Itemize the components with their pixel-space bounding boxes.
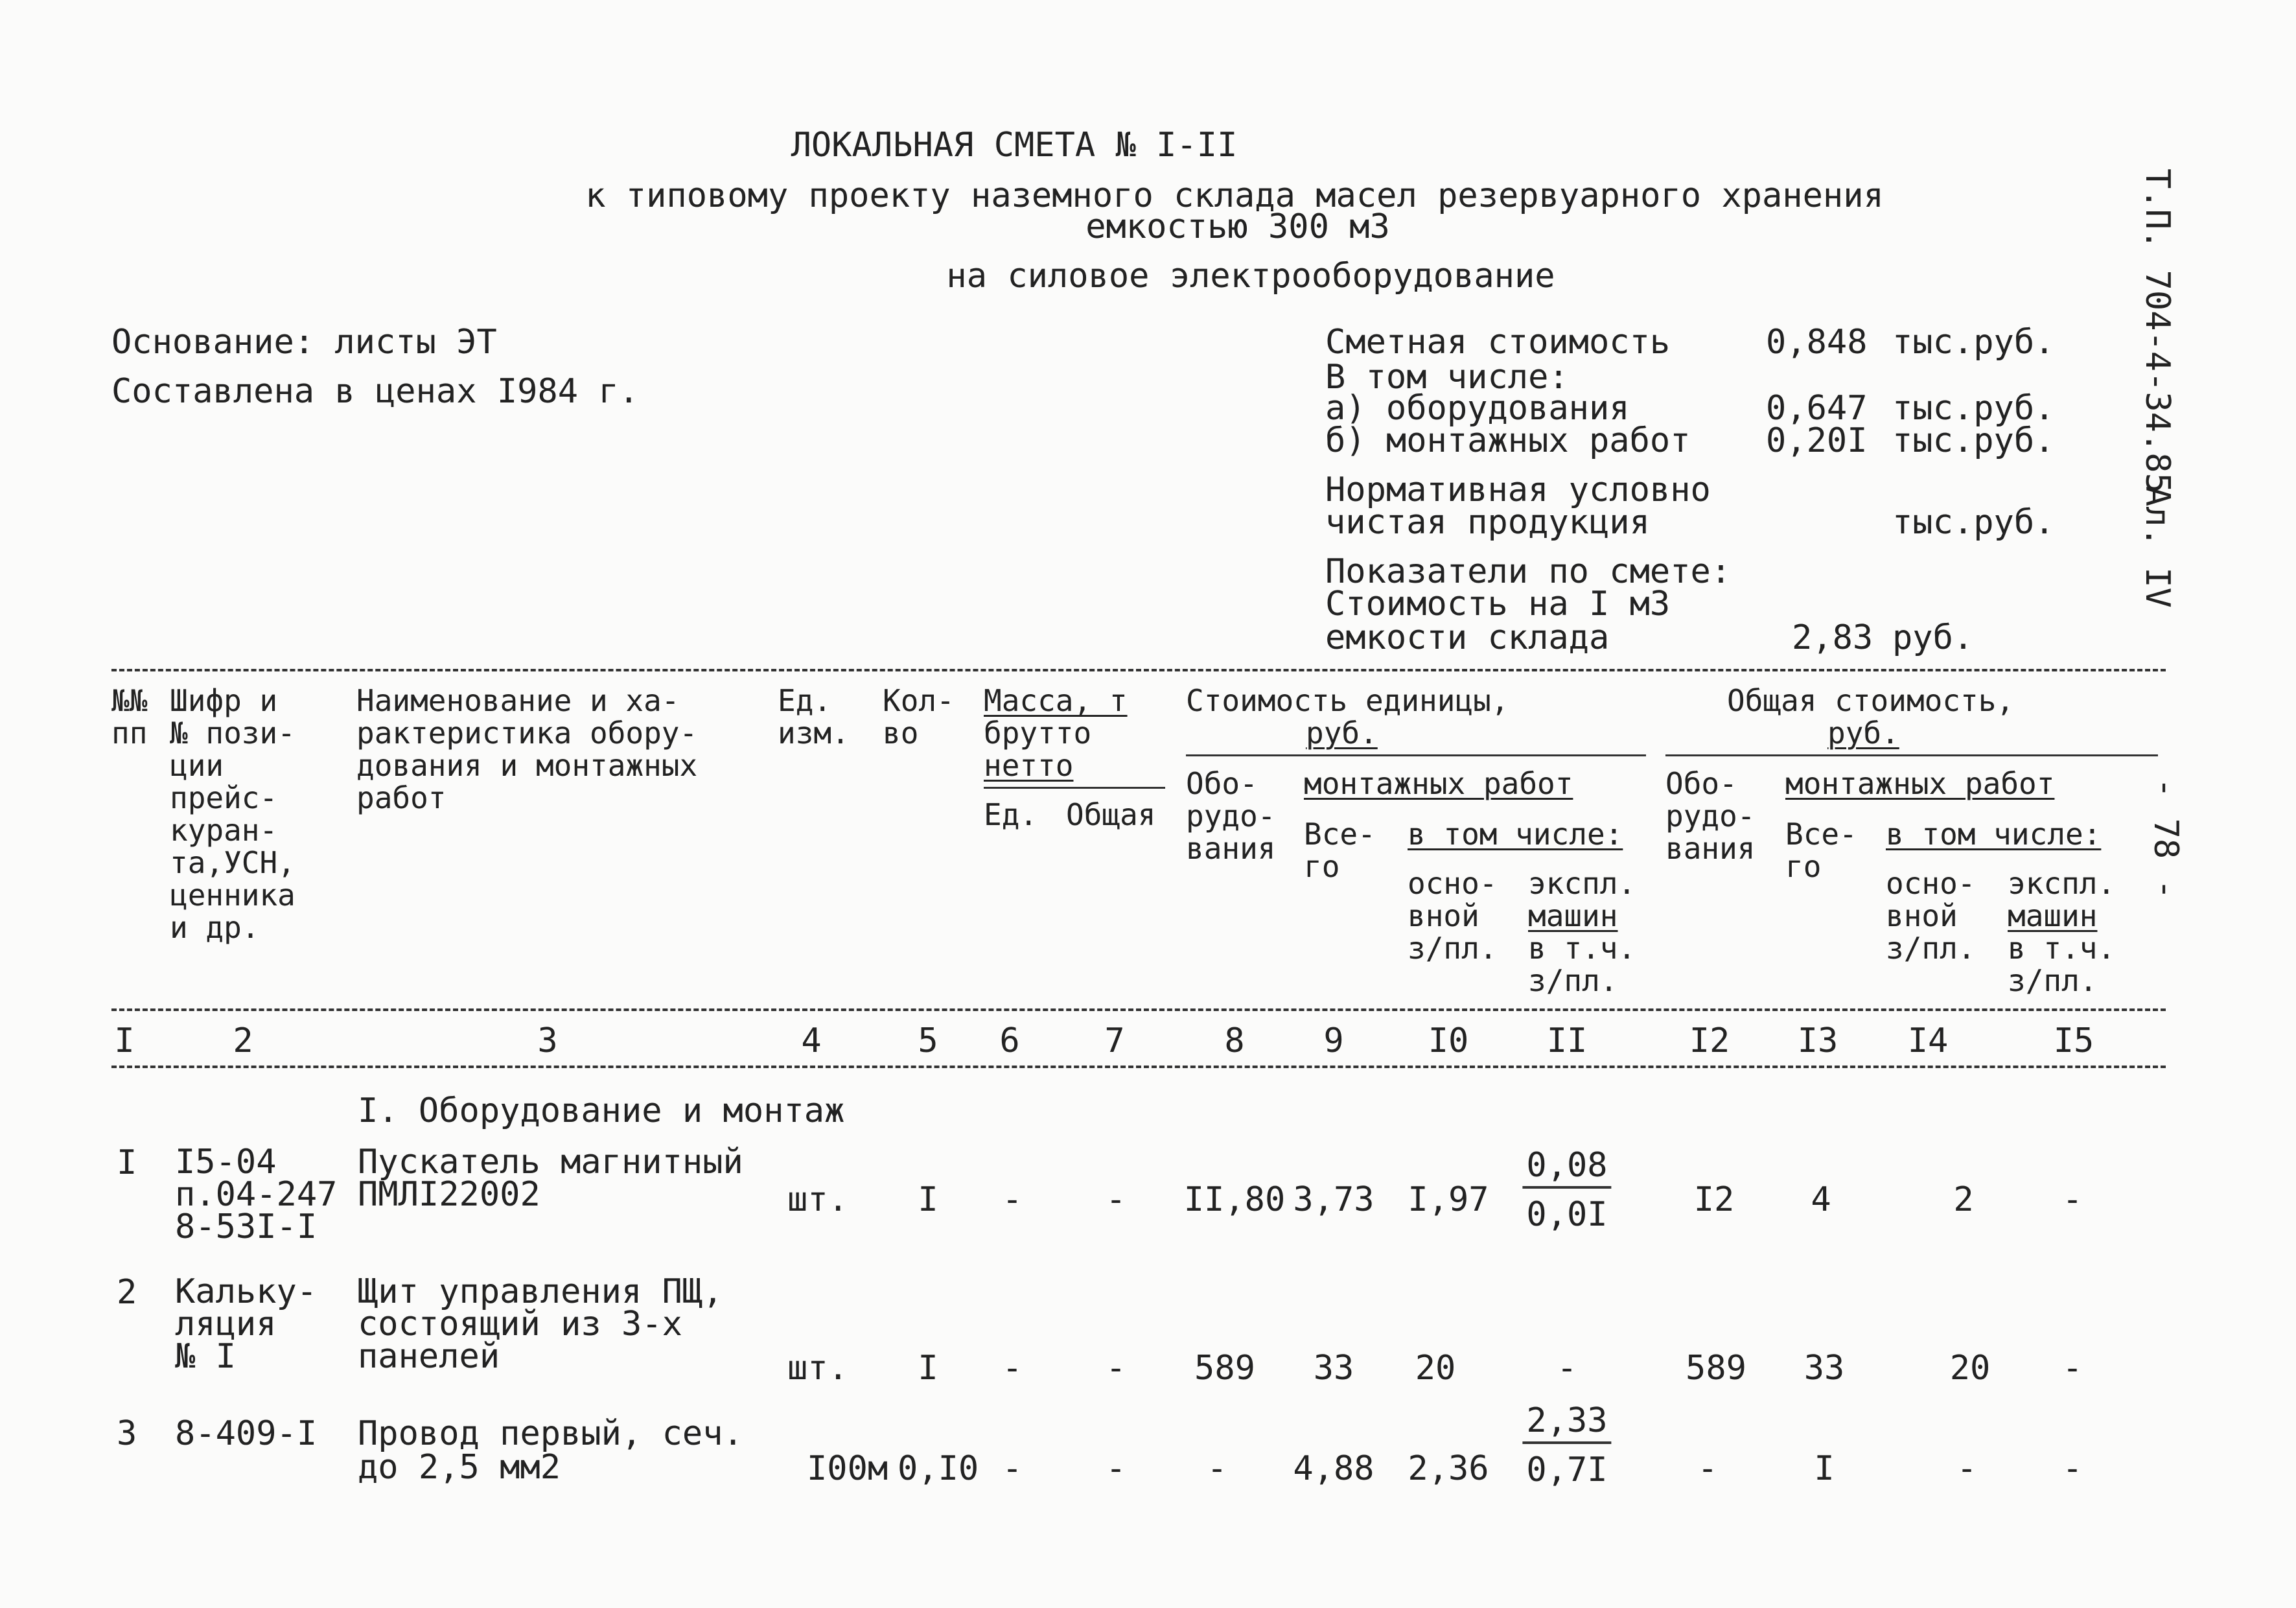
installation-label: б) монтажных работ: [1325, 421, 1691, 460]
row-3-equip-unit: -: [1207, 1449, 1227, 1488]
row-1-machine-total: -: [2062, 1180, 2083, 1219]
col-header-4: Ед. изм.: [778, 683, 850, 751]
row-3-install-total: I: [1814, 1449, 1835, 1488]
mass-total-header: Общая: [1066, 797, 1156, 832]
estimated-cost-unit: тыс.руб.: [1892, 323, 2055, 362]
row-2-unit: шт.: [787, 1349, 848, 1388]
unit-machine-header-3: в т.ч.: [1528, 931, 1636, 966]
row-2-mass-unit: -: [1002, 1349, 1023, 1388]
row-3-machine-unit: 2,33: [1522, 1404, 1611, 1444]
col-number: 7: [1104, 1021, 1125, 1060]
page-title: ЛОКАЛЬНАЯ СМЕТА № I-II: [791, 126, 1238, 165]
col-number: 9: [1323, 1021, 1344, 1060]
total-basic-wage-header: осно- вной з/пл.: [1886, 866, 1976, 966]
estimated-cost-value: 0,848: [1766, 323, 1868, 362]
mass-title: Масса, т: [984, 683, 1128, 718]
col-header-1: №№ пп: [111, 683, 148, 751]
total-machine-header-1: экспл.: [2008, 866, 2116, 901]
row-1-install-total: 4: [1811, 1180, 1831, 1219]
row-1-unit: шт.: [787, 1180, 848, 1219]
row-1-mass-total: -: [1106, 1180, 1126, 1219]
row-3-qty: 0,I0: [898, 1449, 979, 1488]
unit-machine-header-2: машин: [1528, 898, 1618, 933]
table-top-rule: [111, 669, 2166, 671]
row-2-wage-total: 20: [1949, 1349, 1991, 1388]
row-1-mass-unit: -: [1002, 1180, 1023, 1219]
row-2-qty: I: [918, 1349, 938, 1388]
row-1-wage-total: 2: [1953, 1180, 1974, 1219]
row-2-wage-unit: 20: [1415, 1349, 1456, 1388]
col-header-3: Наименование и ха- рактеристика обору- дования и монтажных работ: [356, 683, 698, 815]
row-1-machine-wage-unit: 0,0I: [1526, 1195, 1608, 1234]
subtitle-line-2: емкостью 300 м3: [1085, 207, 1390, 246]
estimated-cost-label: Сметная стоимость: [1325, 323, 1671, 362]
unit-machine-header-1: экспл.: [1528, 866, 1636, 901]
row-2-mass-total: -: [1106, 1349, 1126, 1388]
cost-per-unit: руб.: [1892, 618, 1974, 657]
row-1-number: I: [117, 1143, 137, 1182]
row-1-qty: I: [918, 1180, 938, 1219]
col-number: I: [114, 1021, 135, 1060]
unit-machine-header-4: з/пл.: [1528, 963, 1618, 998]
total-including-header: в том числе:: [1886, 817, 2102, 852]
total-cost-divider: [1665, 754, 2158, 756]
row-2-install-total: 33: [1803, 1349, 1845, 1388]
row-2-code: Кальку- ляция № I: [175, 1272, 318, 1376]
normative-unit: тыс.руб.: [1892, 503, 2055, 542]
including-label: В том числе:: [1325, 358, 1569, 397]
cost-per-value: 2,83: [1792, 618, 1873, 657]
unit-basic-wage-header: осно- вной з/пл.: [1408, 866, 1498, 966]
col-number: II: [1546, 1021, 1588, 1060]
prices-text: Составлена в ценах I984 г.: [111, 372, 639, 411]
total-install-header: монтажных работ: [1785, 766, 2055, 801]
row-3-name: Провод первый, сеч. до 2,5 мм2: [358, 1414, 743, 1487]
col-number: I2: [1689, 1021, 1730, 1060]
mass-netto: нетто: [984, 748, 1074, 783]
row-3-machine-fraction: [1522, 1401, 1611, 1489]
row-2-name: Щит управления ПЩ, состоящий из 3-х панелей: [358, 1272, 723, 1376]
row-2-equip-unit: 589: [1194, 1349, 1255, 1388]
subtitle-line-3: на силовое электрооборудование: [946, 257, 1555, 296]
unit-install-header: монтажных работ: [1304, 766, 1573, 801]
row-3-install-unit: 4,88: [1293, 1449, 1374, 1488]
row-3-code: 8-409-I: [175, 1414, 318, 1453]
header-bottom-rule: [111, 1008, 2166, 1011]
mass-brutto: брутто: [984, 716, 1092, 751]
row-3-wage-total: -: [1956, 1449, 1977, 1488]
column-numbers-rule: [111, 1066, 2166, 1068]
row-3-number: 3: [117, 1414, 137, 1453]
margin-page-number: - 78 -: [2146, 778, 2185, 900]
row-1-equip-unit: II,80: [1183, 1180, 1286, 1219]
equipment-label: а) оборудования: [1325, 389, 1630, 428]
margin-album: Ал. IV: [2138, 486, 2177, 608]
total-machine-header-2: машин: [2008, 898, 2098, 933]
basis-text: Основание: листы ЭТ: [111, 323, 497, 362]
unit-cost-rub: руб.: [1306, 716, 1378, 751]
row-3-mass-total: -: [1106, 1449, 1126, 1488]
row-1-name: Пускатель магнитный ПМЛI22002: [358, 1143, 743, 1214]
unit-cost-title: Стоимость единицы,: [1186, 683, 1509, 718]
row-2-machine-unit: -: [1557, 1349, 1577, 1388]
row-3-machine-total: -: [2062, 1449, 2083, 1488]
col-number: I3: [1797, 1021, 1838, 1060]
col-number: I4: [1907, 1021, 1949, 1060]
cost-per-label-1: Стоимость на I м3: [1325, 585, 1671, 623]
unit-equip-header: Обо- рудо- вания: [1186, 766, 1276, 866]
col-number: 5: [918, 1021, 938, 1060]
equipment-value: 0,647: [1766, 389, 1868, 428]
col-number: I5: [2053, 1021, 2094, 1060]
col-header-2: Шифр и № пози- ции прейс- куран- та,УСН, ценника и др.: [170, 683, 296, 945]
row-1-install-unit: 3,73: [1293, 1180, 1374, 1219]
mass-unit-header: Ед.: [984, 797, 1038, 832]
indicators-label: Показатели по смете:: [1325, 552, 1732, 591]
row-2-machine-total: -: [2062, 1349, 2083, 1388]
col-header-5: Кол- во: [883, 683, 955, 751]
row-2-number: 2: [117, 1273, 137, 1312]
normative-label-1: Нормативная условно: [1325, 471, 1711, 509]
row-3-unit: I00м: [807, 1449, 888, 1488]
row-3-wage-unit: 2,36: [1408, 1449, 1489, 1488]
mass-divider: [984, 787, 1165, 789]
row-2-install-unit: 33: [1313, 1349, 1354, 1388]
margin-project-code: Т.П. 704-4-34.85: [2138, 169, 2177, 493]
col-number: I0: [1428, 1021, 1469, 1060]
total-total-header: Все- го: [1785, 817, 1857, 884]
total-equip-header: Обо- рудо- вания: [1665, 766, 1756, 866]
unit-cost-divider: [1186, 754, 1646, 756]
total-cost-title: Общая стоимость,: [1727, 683, 2015, 718]
col-number: 6: [999, 1021, 1020, 1060]
total-machine-header-3: в т.ч.: [2008, 931, 2116, 966]
col-number: 3: [537, 1021, 558, 1060]
section-title: I. Оборудование и монтаж: [358, 1091, 845, 1130]
total-machine-header-4: з/пл.: [2008, 963, 2098, 998]
row-3-equip-total: -: [1697, 1449, 1718, 1488]
unit-total-header: Все- го: [1304, 817, 1376, 884]
installation-value: 0,20I: [1766, 421, 1868, 460]
row-1-code: I5-04 п.04-247 8-53I-I: [175, 1143, 338, 1246]
unit-including-header: в том числе:: [1408, 817, 1623, 852]
row-1-equip-total: I2: [1693, 1180, 1735, 1219]
row-3-machine-wage-unit: 0,7I: [1526, 1451, 1608, 1489]
col-number: 4: [801, 1021, 822, 1060]
row-1-machine-unit: 0,08: [1522, 1148, 1611, 1189]
equipment-unit: тыс.руб.: [1892, 389, 2055, 428]
cost-per-label-2: емкости склада: [1325, 618, 1610, 657]
row-3-mass-unit: -: [1002, 1449, 1023, 1488]
normative-label-2: чистая продукция: [1325, 503, 1650, 542]
row-1-machine-fraction: [1522, 1146, 1611, 1234]
row-1-wage-unit: I,97: [1408, 1180, 1489, 1219]
total-cost-rub: руб.: [1827, 716, 1899, 751]
subtitle-line-1: к типовому проекту наземного склада масел резервуарного хранения: [585, 176, 1884, 215]
col-number: 2: [233, 1021, 253, 1060]
col-number: 8: [1224, 1021, 1245, 1060]
row-2-equip-total: 589: [1686, 1349, 1746, 1388]
installation-unit: тыс.руб.: [1892, 421, 2055, 460]
